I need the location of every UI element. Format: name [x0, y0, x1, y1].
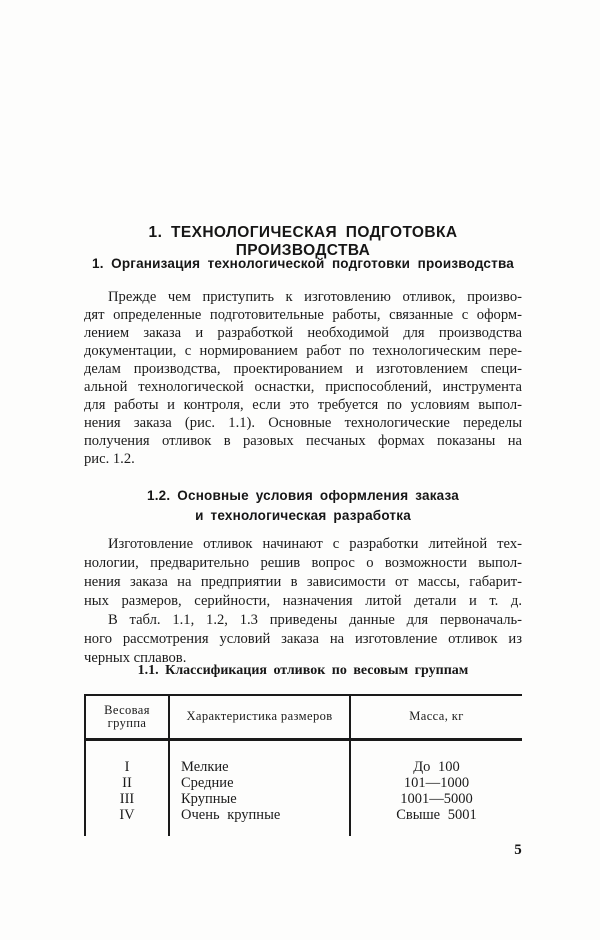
table-cell: III [119, 791, 135, 807]
paragraph-line: ных размеров, серийности, назначения литой детали и т. д. [84, 593, 522, 609]
paragraph-line: для работы и контроля, если это требуется по условиям выпол- [84, 397, 522, 413]
table-header-size-characteristic: Характеристика размеров [168, 696, 349, 738]
table-cell: 1001—5000 [400, 791, 473, 807]
table-cell: I [124, 759, 130, 775]
table-column-group [86, 741, 168, 836]
table-cell: Средние [181, 775, 234, 791]
table-cell: Свыше 5001 [396, 807, 477, 823]
paragraph-line: В табл. 1.1, 1.2, 1.3 приведены данные для первоначаль- [108, 612, 522, 628]
table-body [86, 738, 522, 836]
table-cell: II [122, 775, 132, 791]
table-header-weight-group: Весовая группа [104, 702, 150, 730]
table-cell: До 100 [413, 759, 460, 775]
paragraph-line: нологии, предварительно решив вопрос о возможности выпол- [84, 555, 522, 571]
paragraph-2 [84, 535, 522, 611]
table-cell: Очень крупные [181, 807, 281, 823]
table-column-mass [349, 741, 522, 836]
table-cell: Крупные [181, 791, 237, 807]
table-cell: IV [119, 807, 135, 823]
paragraph-line: лением заказа и разработкой необходимой для производства [84, 325, 522, 341]
paragraph-line: дят определенные подготовительные работы, связанные с оформ- [84, 307, 522, 323]
page-number: 5 [514, 842, 522, 858]
section-1-2-heading-line2: и технологическая разработка [195, 508, 411, 523]
paragraph-line: документации, с нормированием работ по технологическим пере- [84, 343, 522, 359]
paragraph-line: получения отливок в разовых песчаных формах показаны на [84, 433, 522, 449]
paragraph-line: Изготовление отливок начинают с разработки литейной тех- [108, 536, 522, 552]
table-cell: Мелкие [181, 759, 229, 775]
classification-table [84, 694, 522, 836]
table-column-size [168, 741, 349, 836]
table-header-mass: Масса, кг [349, 696, 522, 738]
paragraph-line: альной технологической оснастки, приспособлений, инструмента [84, 379, 522, 395]
paragraph-line: нения заказа (рис. 1.1). Основные технологические переделы [84, 415, 522, 431]
section-1-2-heading-line1: 1.2. Основные условия оформления заказа [147, 488, 459, 503]
chapter-heading: 1. ТЕХНОЛОГИЧЕСКАЯ ПОДГОТОВКА ПРОИЗВОДСТВА [148, 224, 458, 259]
table-caption: 1.1. Классификация отливок по весовым группам [137, 663, 469, 678]
paragraph-3 [84, 611, 522, 668]
table-cell: 101—1000 [403, 775, 470, 791]
paragraph-line: нения заказа на предприятии в зависимости от массы, габарит- [84, 574, 522, 590]
table-header-row [86, 696, 522, 738]
paragraph-line: черных сплавов. [84, 650, 187, 666]
section-1-heading: 1. Организация технологической подготовки производства [92, 256, 514, 271]
paragraph-line: Прежде чем приступить к изготовлению отливок, произво- [108, 289, 522, 305]
paragraph-line: делам производства, проектированием и изготовлением специ- [84, 361, 522, 377]
section-1-2-heading [84, 486, 522, 526]
paragraph-1 [84, 288, 522, 468]
paragraph-line: рис. 1.2. [84, 451, 135, 467]
paragraph-line: ного рассмотрения условий заказа на изготовление отливок из [84, 631, 522, 647]
